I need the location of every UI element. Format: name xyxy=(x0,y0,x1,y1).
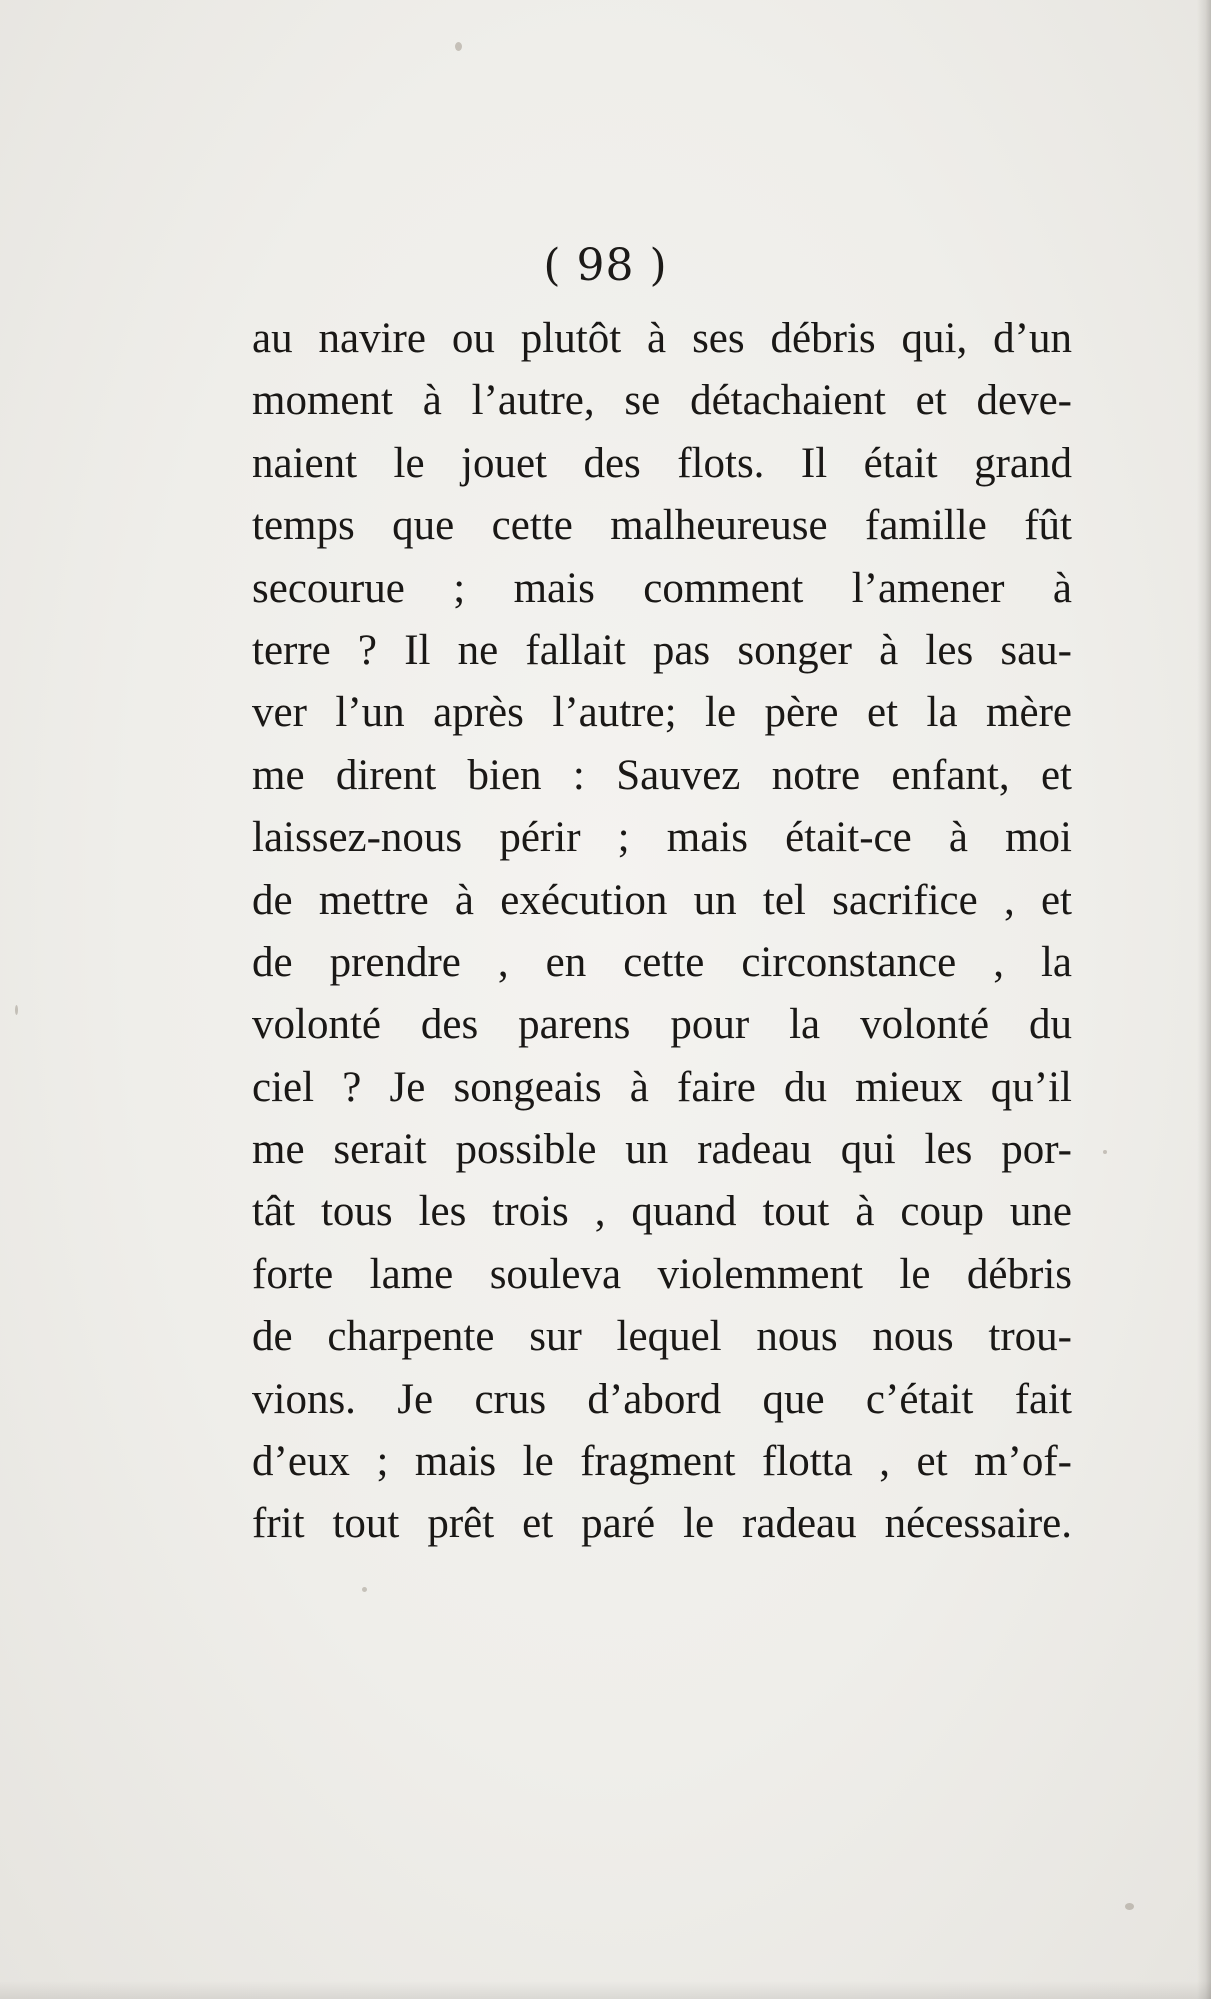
text-line: terre ? Il ne fallait pas songer à les sau- xyxy=(252,626,1072,674)
paper-speck xyxy=(1103,1150,1107,1154)
text-line: secourue ; mais comment l’amener à xyxy=(252,564,1072,612)
text-line: forte lame souleva violemment le débris xyxy=(252,1250,1072,1298)
text-line: ver l’un après l’autre; le père et la mère xyxy=(252,689,1072,737)
page-bottom-shadow xyxy=(0,1981,1211,1999)
page-edge-shadow xyxy=(1197,0,1211,1999)
text-line: temps que cette malheureuse famille fût xyxy=(252,502,1072,550)
text-line: au navire ou plutôt à ses débris qui, d’un xyxy=(252,315,1072,362)
text-line: me dirent bien : Sauvez notre enfant, et xyxy=(252,751,1072,799)
text-line: tât tous les trois , quand tout à coup une xyxy=(252,1188,1072,1236)
text-line: frit tout prêt et paré le radeau nécessaire. xyxy=(252,1500,1072,1548)
text-line: vions. Je crus d’abord que c’était fait xyxy=(252,1375,1072,1423)
paper-speck xyxy=(362,1587,367,1592)
paper-speck xyxy=(455,42,462,51)
text-line: naient le jouet des flots. Il était grand xyxy=(252,439,1072,487)
paper-speck xyxy=(1125,1903,1134,1910)
text-line: laissez-nous périr ; mais était-ce à moi xyxy=(252,814,1072,862)
text-line: ciel ? Je songeais à faire du mieux qu’il xyxy=(252,1063,1072,1111)
paper-speck xyxy=(15,1005,18,1015)
page-number: ( 98 ) xyxy=(543,240,668,291)
text-line: de charpente sur lequel nous nous trou- xyxy=(252,1313,1072,1361)
text-line: de mettre à exécution un tel sacrifice , et xyxy=(252,876,1072,924)
text-line: moment à l’autre, se détachaient et deve- xyxy=(252,377,1072,425)
body-text xyxy=(252,308,1072,1556)
text-line: me serait possible un radeau qui les por- xyxy=(252,1126,1072,1174)
text-line: d’eux ; mais le fragment flotta , et m’of- xyxy=(252,1438,1072,1486)
text-line: de prendre , en cette circonstance , la xyxy=(252,938,1072,986)
text-line: volonté des parens pour la volonté du xyxy=(252,1001,1072,1049)
